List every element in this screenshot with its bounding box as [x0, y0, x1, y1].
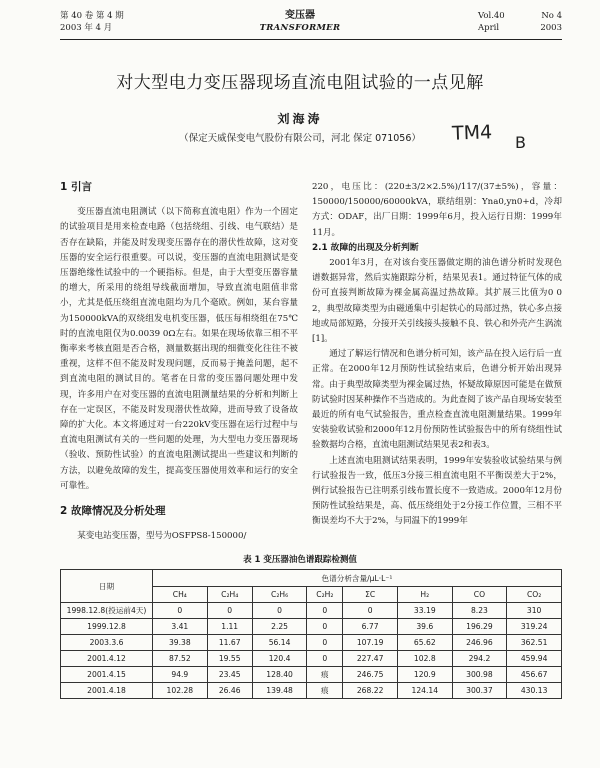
left-column	[60, 180, 298, 544]
table-cell: 26.46	[207, 683, 252, 699]
table-cell: 3.41	[153, 619, 208, 635]
table-cell-date: 1999.12.8	[61, 619, 153, 635]
table-1-column-header: CO	[452, 587, 507, 603]
table-cell: 87.52	[153, 651, 208, 667]
table-cell: 300.98	[452, 667, 507, 683]
table-cell: 227.47	[343, 651, 398, 667]
table-cell: 8.23	[452, 603, 507, 619]
table-cell: 痕	[307, 667, 343, 683]
table-1-column-header: C₂H₄	[207, 587, 252, 603]
table-1-column-header: CO₂	[507, 587, 562, 603]
table-cell: 456.67	[507, 667, 562, 683]
fault-paragraph: 2001年3月，在对该台变压器做定期的油色谱分析时发现色谱数据异常，然后实施跟踪分析，结果见表1。通过特征气体的成份可直接判断故障为裸金属高温过热故障。其扩展三比值为0 0 2，典型故障类型为由磁通集中引起铁心的局部过热，铁心多点接地或局部短路，分接开关引线接头接触不良、铁心和外壳产生涡流[1]。	[312, 258, 562, 345]
table-cell: 128.40	[252, 667, 307, 683]
section-1-heading: 1 引言	[60, 181, 92, 193]
table-cell: 39.6	[397, 619, 452, 635]
table-cell: 0	[307, 619, 343, 635]
table-cell: 56.14	[252, 635, 307, 651]
table-1-group-header: 色谱分析含量/μL·L⁻¹	[153, 570, 562, 587]
journal-name-cn: 变压器	[285, 10, 315, 21]
table-cell: 459.94	[507, 651, 562, 667]
table-cell: 120.4	[252, 651, 307, 667]
table-cell: 19.55	[207, 651, 252, 667]
header-rule	[60, 39, 562, 40]
section-1-paragraph: 变压器直流电阻测试（以下简称直流电阻）作为一个固定的试验项目是用来检查电路（包括绕组、引线、电气联结）是否存在缺陷，并能及时发现变压器存在的潜伏性故障，这对变压器的安全运行很重要。可以说，变压器的直流电阻测试是变压器绝缘性试验中的一个硬指标。但是，由于大型变压器容量的增大，所采用的绕组导线截面增加，导致直流电阻值非常小，尤其是低压绕组直流电阻均为几个毫欧。例如，某台容量为150000kVA的双绕组发电机变压器，低压每相绕组在75℃时的直流电阻仅为0.0039 0Ω左右。如果在现场依靠三相不平衡率来考核直阻是否合格，测量数据出现的细微变化往往不被重视，这样不但不能及时发现问题，反而易于掩盖问题，起不到直流电阻的测试目的。笔者在日常的变压器问题处理中发现，许多用户在对变压器的直流电阻测量结果的分析和判断上存在一定误区，不能及时发现潜伏性故障，进而导致了设备故障的扩大化。本文将通过对一台220kV变压器在运行过程中与直流电阻测试有关的一些问题的处理，为大型电力变压器现场（验收、预防性试验）的直流电阻测试提出一些建议和判断的方法，以避免故障的发生，提高变压器使用效率和运行的安全可靠性。	[60, 207, 298, 491]
table-cell: 65.62	[397, 635, 452, 651]
running-header	[0, 10, 600, 40]
table-cell: 246.75	[343, 667, 398, 683]
table-1-date-header: 日期	[61, 570, 153, 603]
history-paragraph: 通过了解运行情况和色谱分析可知，该产品在投入运行后一直正常。在2000年12月预防性试验结束后，色谱分析开始出现异常。由于典型故障类型为裸金属过热，怀疑故障原因可能是在做预防试验时因某种操作不当造成的。为此查阅了该产品自现场安装至最近的所有电气试验报告，重点检查直流电阻测量结果。1999年安装验收试验和2000年12月份预防性试验报告中的所有绕组性试验数据均合格，直流电阻测试结果见表2和表3。	[312, 349, 562, 451]
table-row	[61, 603, 562, 619]
table-row	[61, 683, 562, 699]
table-cell: 39.38	[153, 635, 208, 651]
article-title: 对大型电力变压器现场直流电阻试验的一点见解	[116, 73, 484, 93]
right-column	[312, 180, 562, 530]
table-row	[61, 619, 562, 635]
section-2-paragraph: 某变电站变压器，型号为OSFPS8-150000/	[77, 531, 247, 542]
table-cell: 107.19	[343, 635, 398, 651]
table-1-column-header: CH₄	[153, 587, 208, 603]
table-cell: 94.9	[153, 667, 208, 683]
table-cell: 0	[153, 603, 208, 619]
table-cell: 139.48	[252, 683, 307, 699]
table-cell: 300.37	[452, 683, 507, 699]
table-cell: 430.13	[507, 683, 562, 699]
table-cell-date: 1998.12.8(投运前4天)	[61, 603, 153, 619]
table-row	[61, 667, 562, 683]
no-en: No 4	[541, 11, 562, 21]
table-cell: 痕	[307, 683, 343, 699]
spec-paragraph: 220，电压比：(220±3/2×2.5%)/117/(37±5%)，容量：150000/150000/60000kVA，联结组别：Yna0,yn0+d，冷却方式：ODAF，出厂日期：1999年6月，投入运行日期：1999年11月。	[312, 182, 562, 238]
table-cell: 294.2	[452, 651, 507, 667]
month-en: April	[478, 23, 500, 33]
table-cell-date: 2001.4.15	[61, 667, 153, 683]
table-row	[61, 635, 562, 651]
journal-name-en: TRANSFORMER	[259, 23, 341, 33]
vol-en: Vol.40	[478, 11, 505, 21]
results-paragraph: 上述直流电阻测试结果表明，1999年安装验收试验结果与例行试验报告一致，低压3分接三相直流电阻不平衡误差大于2%，例行试验报告已注明系引线布置长度不一致造成。2000年12月份预防性试验结果是，高、低压绕组处于2分接工作位置，三相不平衡误差均不大于2%，与同温下的1999年	[312, 455, 562, 527]
table-1-column-header: C₂H₆	[252, 587, 307, 603]
table-1-column-header: C₂H₂	[307, 587, 343, 603]
table-cell: 102.8	[397, 651, 452, 667]
date-cn: 2003 年 4 月	[60, 23, 113, 33]
table-1-column-header: H₂	[397, 587, 452, 603]
table-cell: 268.22	[343, 683, 398, 699]
section-2-heading: 2 故障情况及分析处理	[60, 505, 166, 518]
table-cell: 246.96	[452, 635, 507, 651]
table-cell-date: 2001.4.12	[61, 651, 153, 667]
table-cell-date: 2003.3.6	[61, 635, 153, 651]
table-cell: 0	[207, 603, 252, 619]
table-cell: 319.24	[507, 619, 562, 635]
table-cell-date: 2001.4.18	[61, 683, 153, 699]
handwritten-mark: B	[515, 133, 526, 152]
table-cell: 33.19	[397, 603, 452, 619]
table-1	[60, 569, 562, 699]
table-cell: 196.29	[452, 619, 507, 635]
header-right	[478, 10, 562, 34]
year-en: 2003	[540, 23, 562, 33]
table-cell: 362.51	[507, 635, 562, 651]
table-cell: 0	[307, 603, 343, 619]
table-cell: 102.28	[153, 683, 208, 699]
table-row	[61, 651, 562, 667]
section-2-1-heading: 2.1 故障的出现及分析判断	[312, 242, 419, 253]
table-cell: 0	[252, 603, 307, 619]
table-cell: 124.14	[397, 683, 452, 699]
article-author: 刘海涛	[277, 112, 323, 126]
table-cell: 1.11	[207, 619, 252, 635]
table-1-body	[61, 603, 562, 699]
table-cell: 6.77	[343, 619, 398, 635]
handwritten-classification: TM4	[451, 121, 493, 145]
table-cell: 2.25	[252, 619, 307, 635]
vol-issue-cn: 第 40 卷 第 4 期	[60, 11, 124, 21]
table-cell: 0	[343, 603, 398, 619]
table-cell: 310	[507, 603, 562, 619]
table-cell: 23.45	[207, 667, 252, 683]
table-cell: 11.67	[207, 635, 252, 651]
table-cell: 0	[307, 635, 343, 651]
table-cell: 120.9	[397, 667, 452, 683]
table-1-caption: 表 1 变压器油色谱跟踪检测值	[243, 555, 357, 565]
table-cell: 0	[307, 651, 343, 667]
article-affiliation: （保定天威保变电气股份有限公司，河北 保定 071056）	[179, 133, 421, 144]
table-1-column-header: ΣC	[343, 587, 398, 603]
